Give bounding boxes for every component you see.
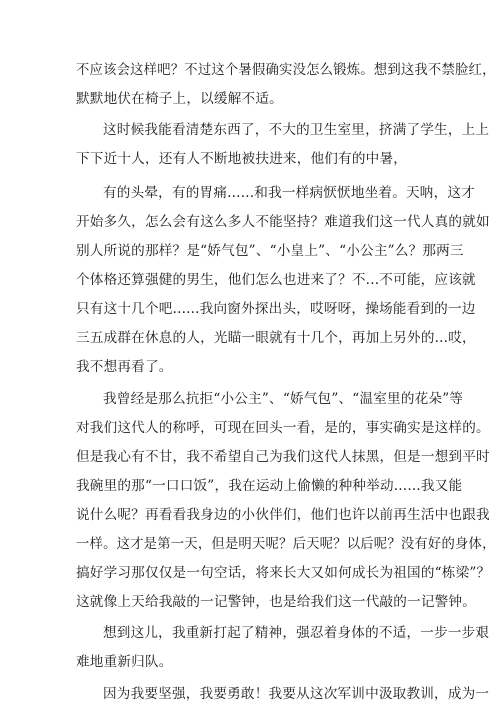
text-line: 搞好学习那仅仅是一句空话，将来长大又如何成长为祖国的“栋梁”？ bbox=[76, 565, 491, 581]
text-line: 这就像上天给我敲的一记警钟，也是给我们这一代敲的一记警钟。 bbox=[76, 594, 477, 610]
text-line: 难地重新归队。 bbox=[76, 654, 173, 670]
text-line: 别人所说的那样？是“娇气包”、“小皇上”、“小公主”么？那两三 bbox=[76, 243, 464, 259]
text-line: 只有这十几个吧......我向窗外探出头，哎呀呀，操场能看到的一边 bbox=[76, 301, 476, 317]
text-line: 默默地伏在椅子上，以缓解不适。 bbox=[76, 91, 283, 107]
text-line: 我曾经是那么抗拒“小公主”、“娇气包”、“温室里的花朵”等 bbox=[103, 391, 464, 407]
text-line: 开始多久，怎么会有这么多人不能坚持？难道我们这一代人真的就如 bbox=[76, 214, 490, 230]
text-line: 说什么呢？再看看我身边的小伙伴们，他们也许以前再生活中也跟我 bbox=[76, 507, 490, 523]
text-line: 有的头晕，有的胃痛......和我一样病恹恹地坐着。天呐，这才 bbox=[103, 185, 475, 201]
text-line: 三五成群在休息的人，光瞄一眼就有十几个，再加上另外的...哎， bbox=[76, 330, 476, 346]
text-line: 我不想再看了。 bbox=[76, 359, 173, 375]
text-line: 个体格还算强健的男生，他们怎么也进来了？不...不可能，应该就 bbox=[76, 272, 476, 288]
text-line: 想到这儿，我重新打起了精神，强忍着身体的不适，一步一步艰 bbox=[103, 625, 490, 641]
text-line: 下下近十人，还有人不断地被扶进来，他们有的中暑， bbox=[76, 151, 408, 167]
text-line: 一样。这才是第一天，但是明天呢？后天呢？以后呢？没有好的身体， bbox=[76, 536, 496, 552]
text-line: 不应该会这样吧？不过这个暑假确实没怎么锻炼。想到这我不禁脸红， bbox=[76, 62, 496, 78]
text-line: 我碗里的那“一口口饭”，我在运动上偷懒的种种举动......我又能 bbox=[76, 478, 463, 494]
text-line: 因为我要坚强，我要勇敢！我要从这次军训中汲取教训，成为一 bbox=[103, 686, 490, 702]
text-line: 对我们这代人的称呼，可现在回头一看，是的，事实确实是这样的。 bbox=[76, 420, 490, 436]
text-line: 这时候我能看清楚东西了，不大的卫生室里，挤满了学生，上上 bbox=[103, 122, 490, 138]
text-line: 但是我心有不甘，我不希望自己为我们这代人抹黑，但是一想到平时 bbox=[76, 449, 490, 465]
